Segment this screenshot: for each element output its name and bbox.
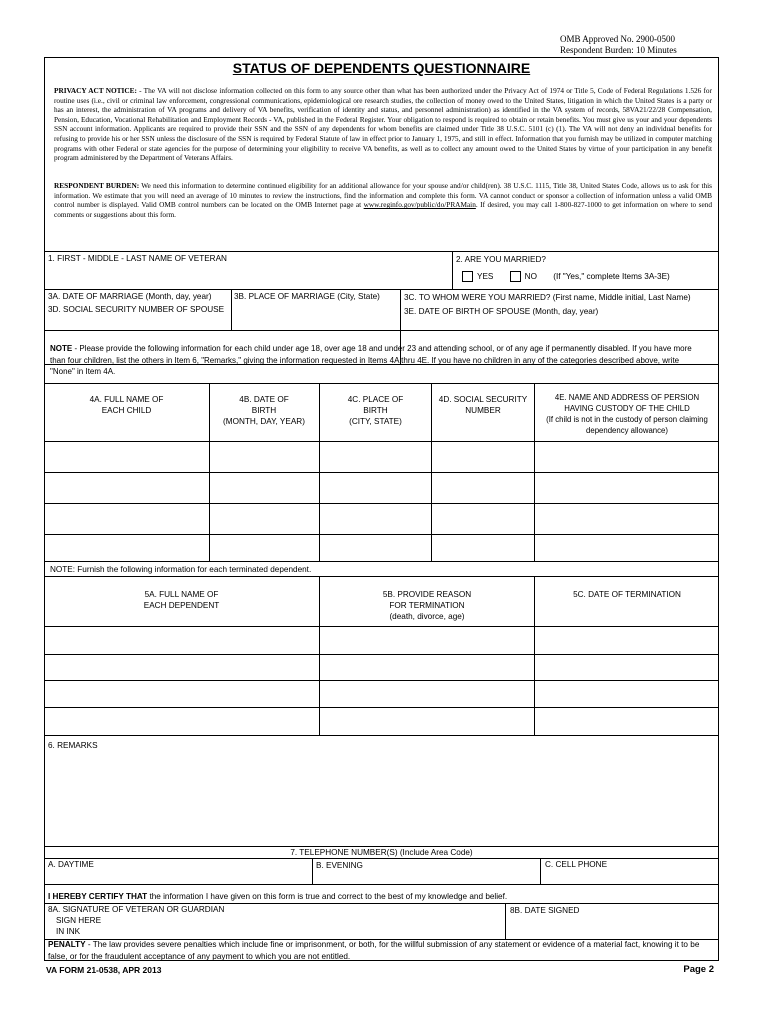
privacy-heading: PRIVACY ACT NOTICE: xyxy=(54,86,137,95)
burden-text: We need this information to determine continued eligibility for an additional allowance for your spouse and/or child(ren). 38 U.S.C. 1115, Title 38, United States Code, allows us to ask for this information. We estimate that you will need an average of 10 minutes to review the instructions, find the information and complete this form. VA cannot conduct or sponsor a collection of information unless a valid OMB control number is displayed. Valid OMB control numbers can be located on the OMB Internet page at xyxy=(54,181,712,210)
col-5c-header xyxy=(535,589,719,600)
yes-checkbox[interactable] xyxy=(462,271,473,282)
spouse-dob-label: 3E. DATE OF BIRTH OF SPOUSE (Month, day, year) xyxy=(404,307,599,316)
col-4b-line1: 4B. DATE OF xyxy=(239,395,289,404)
marriage-date-label: 3A. DATE OF MARRIAGE (Month, day, year) xyxy=(48,292,212,301)
col-4d-line1: 4D. SOCIAL SECURITY xyxy=(438,395,528,404)
married-question xyxy=(456,254,716,265)
spouse-ssn-label: 3D. SOCIAL SECURITY NUMBER OF SPOUSE xyxy=(48,305,225,314)
cell-phone-field[interactable] xyxy=(545,859,717,883)
privacy-text: - The VA will not disclose information collected on this form to any source other than what has been authorized under the Privacy Act of 1974 or Title 5, Code of Federal Regulations 1.526 for routine uses (i.e., civil or criminal law enforcement, congressional communications, epidemiological ore research studies, the collection of money owed to the United States, litigation in which the United States is a party or has an interest, the administration of VA programs and delivery of VA benefits, verification of identity and status, and personnel administration) as identified in the VA system of records, 58VA21/22/28 Compensation, Pension, Education, Vocational Rehabilitation and Employment Records - VA, published in the Federal Register. Your obligation to respond is required to obtain or retain benefits. You must give us your and your dependents SSN account information. Applicants are required to provide their SSN and the SSN of any dependents for whom benefits are claimed under Title 38 U.S.C. 5101 (c) (1). The VA will not deny an individual benefits for refusing to provide his or her SSN unless the disclosure of the SSN is required by Federal Statute of law in effect prior to January 1, 1975, and still in effect. Information that you furnish may be utilized in computer matching programs with other Federal or state agencies for the purpose of determining your eligibility to receive VA benefits, as well as to collect any amount owed to the United States by virtue of your participation in any benefit program administered by the Department of Veterans Affairs. xyxy=(54,86,713,163)
col-4b-line3: (MONTH, DAY, YEAR) xyxy=(223,417,305,426)
respondent-burden-notice xyxy=(54,181,712,219)
children-note xyxy=(50,343,705,378)
divider xyxy=(44,383,719,384)
terminated-row-4[interactable] xyxy=(44,708,719,735)
certification-statement xyxy=(48,891,716,902)
col-5b-header xyxy=(320,589,534,622)
divider xyxy=(44,330,400,331)
divider xyxy=(44,576,719,577)
daytime-label: A. DAYTIME xyxy=(48,860,94,869)
divider xyxy=(452,251,453,289)
omb-block xyxy=(560,34,720,55)
col-4d-line2: NUMBER xyxy=(465,406,501,415)
marriage-place-label: 3B. PLACE OF MARRIAGE (City, State) xyxy=(234,292,380,301)
evening-phone-field[interactable] xyxy=(316,860,538,883)
col-4a-header xyxy=(44,394,209,416)
if-yes-instruction: (If "Yes," complete Items 3A-3E) xyxy=(553,272,670,281)
divider xyxy=(505,903,506,939)
col-4e-line1: 4E. NAME AND ADDRESS OF PERSION xyxy=(554,393,700,402)
signature-label: 8A. SIGNATURE OF VETERAN OR GUARDIAN xyxy=(48,905,225,914)
note-bold: NOTE xyxy=(50,344,73,353)
col-4b-line2: BIRTH xyxy=(251,406,277,415)
form-title: STATUS OF DEPENDENTS QUESTIONNAIRE xyxy=(232,60,531,76)
col-4a-line2: EACH CHILD xyxy=(101,406,152,415)
burden-heading: RESPONDENT BURDEN: xyxy=(54,181,140,190)
page-number: Page 2 xyxy=(683,964,714,975)
col-4e-line3: (If child is not in the custody of person claiming xyxy=(546,415,708,424)
married-label: 2. ARE YOU MARRIED? xyxy=(456,255,546,264)
col-4c-line3: (CITY, STATE) xyxy=(349,417,402,426)
married-options xyxy=(462,271,717,282)
certify-text: the information I have given on this form is true and correct to the best of my knowledge and belief. xyxy=(147,892,508,901)
col-5a-line1: 5A. FULL NAME OF xyxy=(144,590,219,599)
no-label: NO xyxy=(524,272,537,281)
col-4e-line2: HAVING CUSTODY OF THE CHILD xyxy=(564,404,690,413)
col-4c-header xyxy=(320,394,431,427)
col-4b-header xyxy=(210,394,318,427)
col-5b-line2: FOR TERMINATION xyxy=(389,601,465,610)
divider xyxy=(540,858,541,884)
col-5b-line3: (death, divorce, age) xyxy=(389,612,465,621)
terminated-row-1[interactable] xyxy=(44,627,719,654)
in-ink-hint: IN INK xyxy=(56,927,81,936)
signature-field[interactable] xyxy=(48,904,503,938)
col-4a-line1: 4A. FULL NAME OF xyxy=(89,395,164,404)
col-4e-line4: dependency allowance) xyxy=(586,426,668,435)
omb-number: OMB Approved No. 2900-0500 xyxy=(560,34,675,44)
col-5a-header xyxy=(44,589,319,611)
col-5c-line1: 5C. DATE OF TERMINATION xyxy=(573,590,681,599)
cell-label: C. CELL PHONE xyxy=(545,860,608,869)
sign-here-hint: SIGN HERE xyxy=(56,916,102,925)
respondent-burden-time: Respondent Burden: 10 Minutes xyxy=(560,44,677,55)
child-row-1[interactable] xyxy=(44,442,719,472)
no-checkbox[interactable] xyxy=(510,271,521,282)
divider xyxy=(44,251,719,252)
col-4d-header xyxy=(432,394,534,416)
penalty-text: - The law provides severe penalties which include fine or imprisonment, or both, for the willful submission of any statement or evidence of a material fact, knowing it to be false, or for the fraudulent acceptance of any payment to which you are not entitled. xyxy=(48,940,700,961)
veteran-name-label: 1. FIRST - MIDDLE - LAST NAME OF VETERAN xyxy=(48,254,227,263)
veteran-name-field[interactable] xyxy=(48,253,448,289)
col-4c-line2: BIRTH xyxy=(363,406,388,415)
yes-label: YES xyxy=(477,272,494,281)
penalty-bold: PENALTY xyxy=(48,940,86,949)
remarks-field[interactable] xyxy=(48,740,716,844)
col-5a-line2: EACH DEPENDENT xyxy=(143,601,220,610)
penalty-statement xyxy=(48,939,716,962)
child-row-3[interactable] xyxy=(44,504,719,534)
spouse-dob-field[interactable] xyxy=(404,306,718,328)
evening-label: B. EVENING xyxy=(316,861,363,870)
divider xyxy=(400,330,719,331)
privacy-act-notice xyxy=(54,86,712,163)
terminated-note: NOTE: Furnish the following information for each terminated dependent. xyxy=(50,565,312,574)
form-number: VA FORM 21-0538, APR 2013 xyxy=(46,965,162,975)
divider xyxy=(44,561,719,562)
terminated-row-2[interactable] xyxy=(44,655,719,680)
certify-bold: I HEREBY CERTIFY THAT xyxy=(48,892,148,901)
date-signed-field[interactable] xyxy=(510,905,717,938)
date-signed-label: 8B. DATE SIGNED xyxy=(510,906,580,915)
burden-text-2: . If desired, you may call 1-800-827-1000 to get information on where to send comments or suggestions about this form. xyxy=(54,200,712,219)
pra-link[interactable]: www.reginfo.gov/public/do/PRAMain xyxy=(363,200,476,210)
divider xyxy=(312,858,313,884)
child-row-4[interactable] xyxy=(44,535,719,561)
terminated-row-3[interactable] xyxy=(44,681,719,707)
divider xyxy=(44,735,719,736)
telephone-title: 7. TELEPHONE NUMBER(S) (Include Area Code) xyxy=(290,848,473,857)
child-row-2[interactable] xyxy=(44,473,719,503)
note-text: - Please provide the following information for each child under age 18, over age 18 and under 23 and attending school, or of any age if permanently disabled. If you have more than four children, list the others in Item 6, "Remarks," giving the information requested in Items 4A thru 4E. If you have no children in any of the categories described above, write "None" in Item 4A. xyxy=(50,344,692,376)
col-4c-line1: 4C. PLACE OF xyxy=(347,395,404,404)
spouse-name-label: 3C. TO WHOM WERE YOU MARRIED? (First name, Middle initial, Last Name) xyxy=(404,293,691,302)
col-4e-header xyxy=(535,392,719,436)
divider xyxy=(44,289,719,290)
col-5b-line1: 5B. PROVIDE REASON xyxy=(382,590,472,599)
remarks-label: 6. REMARKS xyxy=(48,741,98,750)
spouse-ssn-field[interactable] xyxy=(48,304,398,328)
daytime-phone-field[interactable] xyxy=(48,859,310,883)
divider xyxy=(44,884,719,885)
